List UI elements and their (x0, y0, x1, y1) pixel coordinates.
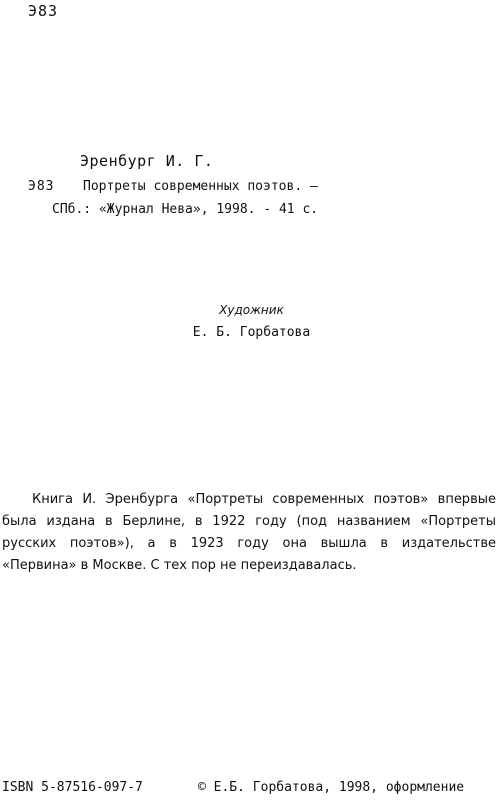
isbn: ISBN 5-87516-097-7 (2, 780, 143, 795)
annotation-paragraph (2, 489, 496, 577)
artist-label: Художник (219, 303, 284, 317)
copyright-notice: © Е.Б. Горбатова, 1998, оформление (198, 780, 465, 795)
library-code-top: Э83 (28, 2, 59, 20)
publication-info: СПб.: «Журнал Нева», 1998. - 41 с. (52, 202, 319, 217)
annotation-line: была издана в Берлине, в 1922 году (под названием «Портреты (2, 514, 496, 529)
catalog-code: Э83 (28, 179, 55, 194)
book-title: Портреты современных поэтов. — (83, 179, 318, 194)
annotation-line: Книга И. Эренбурга «Портреты современных поэтов» впервые (32, 492, 496, 507)
annotation-line: «Первина» в Москве. С тех пор не переиздавалась. (2, 558, 357, 573)
artist-name: Е. Б. Горбатова (192, 325, 311, 340)
author-name: Эренбург И. Г. (80, 152, 214, 170)
annotation-line: русских поэтов»), а в 1923 году она вышла в издательстве (2, 536, 496, 551)
